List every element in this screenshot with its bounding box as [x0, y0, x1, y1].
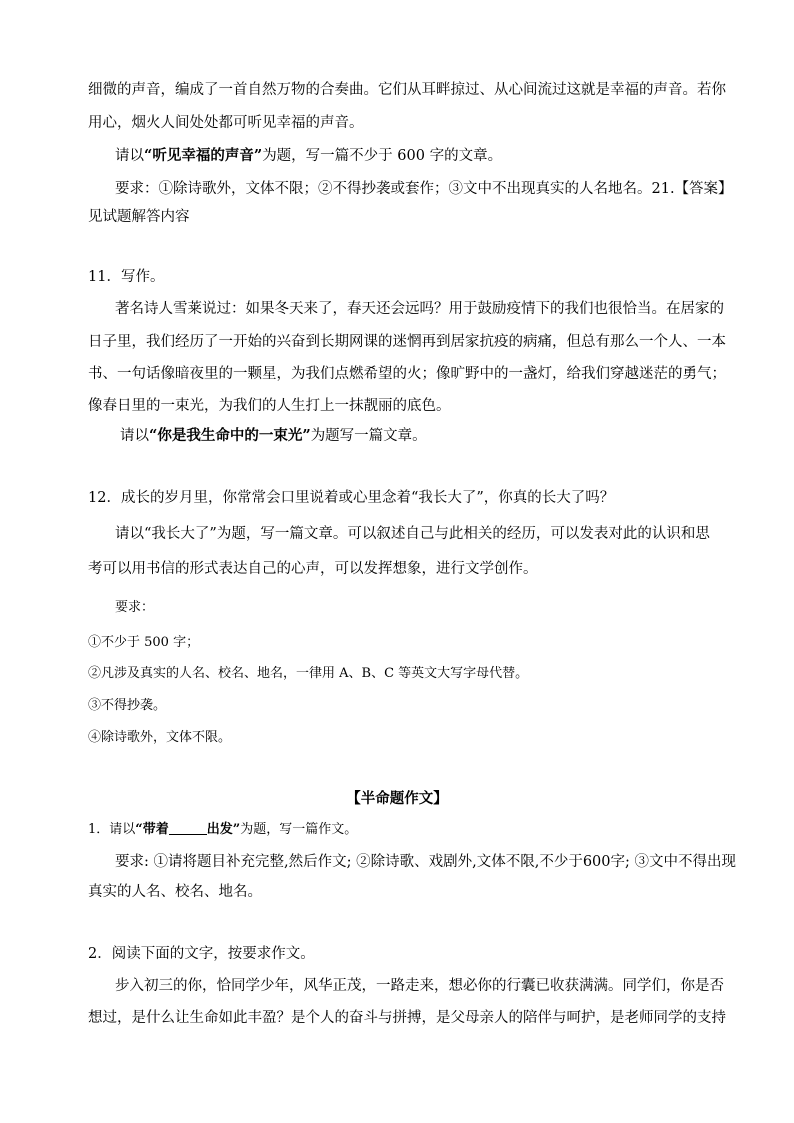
- essay-title: “你是我生命中的一束光”: [149, 427, 311, 444]
- fill-in-blank: [169, 820, 207, 835]
- section-title: 【半命题作文】: [346, 790, 448, 807]
- requirements-line: 要求: ①请将题目补充完整,然后作文; ②除诗歌、戏剧外,文体不限,不少于600字; ③文中不得出现: [115, 854, 736, 870]
- prompt-line: [120, 426, 427, 446]
- prompt-prefix: 请以: [120, 428, 149, 444]
- paragraph-line: 书、一句话像暗夜里的一颗星，为我们点燃希望的火；像旷野中的一盏灯，给我们穿越迷茫的勇气；: [88, 366, 726, 382]
- prompt-line: [115, 146, 502, 166]
- prompt-suffix: 为题，写一篇不少于 600 字的文章。: [262, 148, 503, 164]
- paragraph-line: 考可以用书信的形式表达自己的心声，可以发挥想象，进行文学创作。: [88, 561, 538, 577]
- requirements-line: 要求：①除诗歌外，文体不限；②不得抄袭或套作；③文中不出现真实的人名地名。21.【答案】: [115, 181, 733, 197]
- requirement-item: ②凡涉及真实的人名、校名、地名，一律用 A、B、C 等英文大写字母代替。: [88, 666, 529, 681]
- paragraph-line: 步入初三的你，恰同学少年，风华正茂，一路走来，想必你的行囊已收获满满。同学们，你是否: [115, 978, 724, 994]
- paragraph-line: 像春日里的一束光，为我们的人生打上一抹靓丽的底色。: [88, 398, 451, 414]
- prompt-suffix: 为题，写一篇作文。: [240, 822, 358, 837]
- paragraph-line: 用心，烟火人间处处都可听见幸福的声音。: [88, 115, 364, 131]
- paragraph-line: 日子里，我们经历了一开始的兴奋到长期网课的迷惘再到居家抗疫的病痛，但总有那么一个人、一本: [88, 334, 726, 350]
- prompt-prefix: 1．请以: [88, 822, 136, 837]
- essay-title-open: “带着: [135, 822, 169, 837]
- essay-title: “听见幸福的声音”: [144, 147, 263, 164]
- question-heading: [88, 820, 357, 840]
- requirements-label: 要求：: [115, 600, 155, 615]
- paragraph-line: 想过，是什么让生命如此丰盈？是个人的奋斗与拼搏，是父母亲人的陪伴与呵护，是老师同学的支持: [88, 1010, 726, 1026]
- essay-title-close: 出发”: [206, 822, 241, 837]
- answer-line: 见试题解答内容: [88, 209, 190, 225]
- question-heading: 11．写作。: [88, 269, 165, 285]
- prompt-prefix: 请以: [115, 148, 144, 164]
- requirements-line: 真实的人名、校名、地名。: [88, 884, 262, 900]
- requirement-item: ④除诗歌外，文体不限。: [88, 730, 232, 745]
- paragraph-line: 著名诗人雪莱说过：如果冬天来了，春天还会远吗？用于鼓励疫情下的我们也很恰当。在居家的: [115, 301, 724, 317]
- requirement-item: ①不少于 500 字；: [88, 635, 200, 650]
- prompt-suffix: 为题写一篇文章。: [310, 428, 427, 444]
- paragraph-line: 细微的声音，编成了一首自然万物的合奏曲。它们从耳畔掠过、从心间流过这就是幸福的声音。若你: [88, 82, 726, 98]
- question-heading: 2．阅读下面的文字，按要求作文。: [88, 946, 315, 962]
- requirement-item: ③不得抄袭。: [88, 698, 167, 713]
- paragraph-line: 请以“我长大了”为题，写一篇文章。可以叙述自己与此相关的经历，可以发表对此的认识和思: [115, 526, 710, 542]
- question-heading: 12．成长的岁月里，你常常会口里说着或心里念着“我长大了”，你真的长大了吗？: [88, 490, 615, 506]
